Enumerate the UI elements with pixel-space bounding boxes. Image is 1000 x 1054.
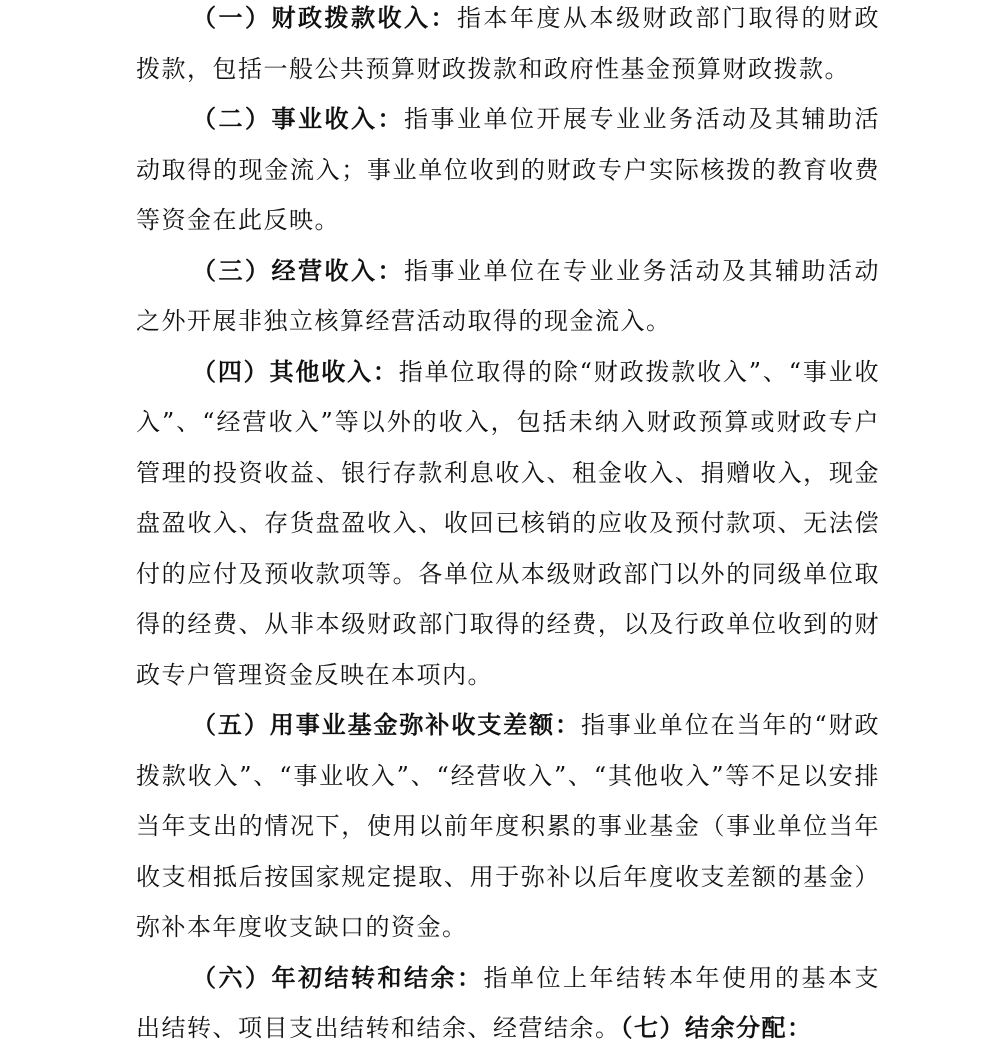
term-definition: 指事业单位在当年的“财政拨款收入”、“事业收入”、“经营收入”、“其他收入”等不足以安排当年支出的情况下，使用以前年度积累的事业基金（事业单位当年收支相抵后按国家规定提取、用于弥补以后年度收支差额的基金）弥补本年度收支缺口的资金。 bbox=[136, 711, 880, 941]
term-heading: （四）其他收入： bbox=[192, 356, 399, 386]
term-definition: 指事业单位开展专业业务活动及其辅助活动取得的现金流入；事业单位收到的财政专户实际核拨的教育收费等资金在此反映。 bbox=[136, 105, 880, 234]
term-heading: （六）年初结转和结余： bbox=[192, 962, 484, 992]
term-definition: 指事业单位在专业业务活动及其辅助活动之外开展非独立核算经营活动取得的现金流入。 bbox=[136, 256, 880, 335]
paragraph-carryover-and-balance bbox=[136, 953, 880, 1054]
paragraph-operating-income bbox=[136, 246, 880, 347]
paragraph-business-income bbox=[136, 94, 880, 246]
term-heading-surplus-distribution: （七）结余分配： bbox=[620, 1013, 813, 1042]
paragraph-other-income bbox=[136, 347, 880, 701]
term-heading: （三）经营收入： bbox=[192, 255, 404, 285]
term-definition: 指单位上年结转本年使用的基本支出结转、项目支出结转和结余、经营结余。 bbox=[136, 963, 880, 1042]
term-heading: （二）事业收入： bbox=[192, 104, 404, 133]
term-definition: 指本年度从本级财政部门取得的财政拨款，包括一般公共预算财政拨款和政府性基金预算财政拨款。 bbox=[136, 4, 880, 83]
term-heading: （一）财政拨款收入： bbox=[192, 3, 457, 32]
paragraph-fiscal-appropriation-income bbox=[136, 0, 880, 94]
term-heading: （五）用事业基金弥补收支差额： bbox=[192, 710, 581, 739]
document-page bbox=[136, 0, 880, 1054]
paragraph-business-fund-offset bbox=[136, 700, 880, 953]
term-definition: 指单位取得的除“财政拨款收入”、“事业收入”、“经营收入”等以外的收入，包括未纳入财政预算或财政专户管理的投资收益、银行存款利息收入、租金收入、捐赠收入，现金盘盈收入、存货盘盈收入、收回已核销的应收及预付款项、无法偿付的应付及预收款项等。各单位从本级财政部门以外的同级单位取得的经费、从非本级财政部门取得的经费，以及行政单位收到的财政专户管理资金反映在本项内。 bbox=[136, 357, 881, 689]
